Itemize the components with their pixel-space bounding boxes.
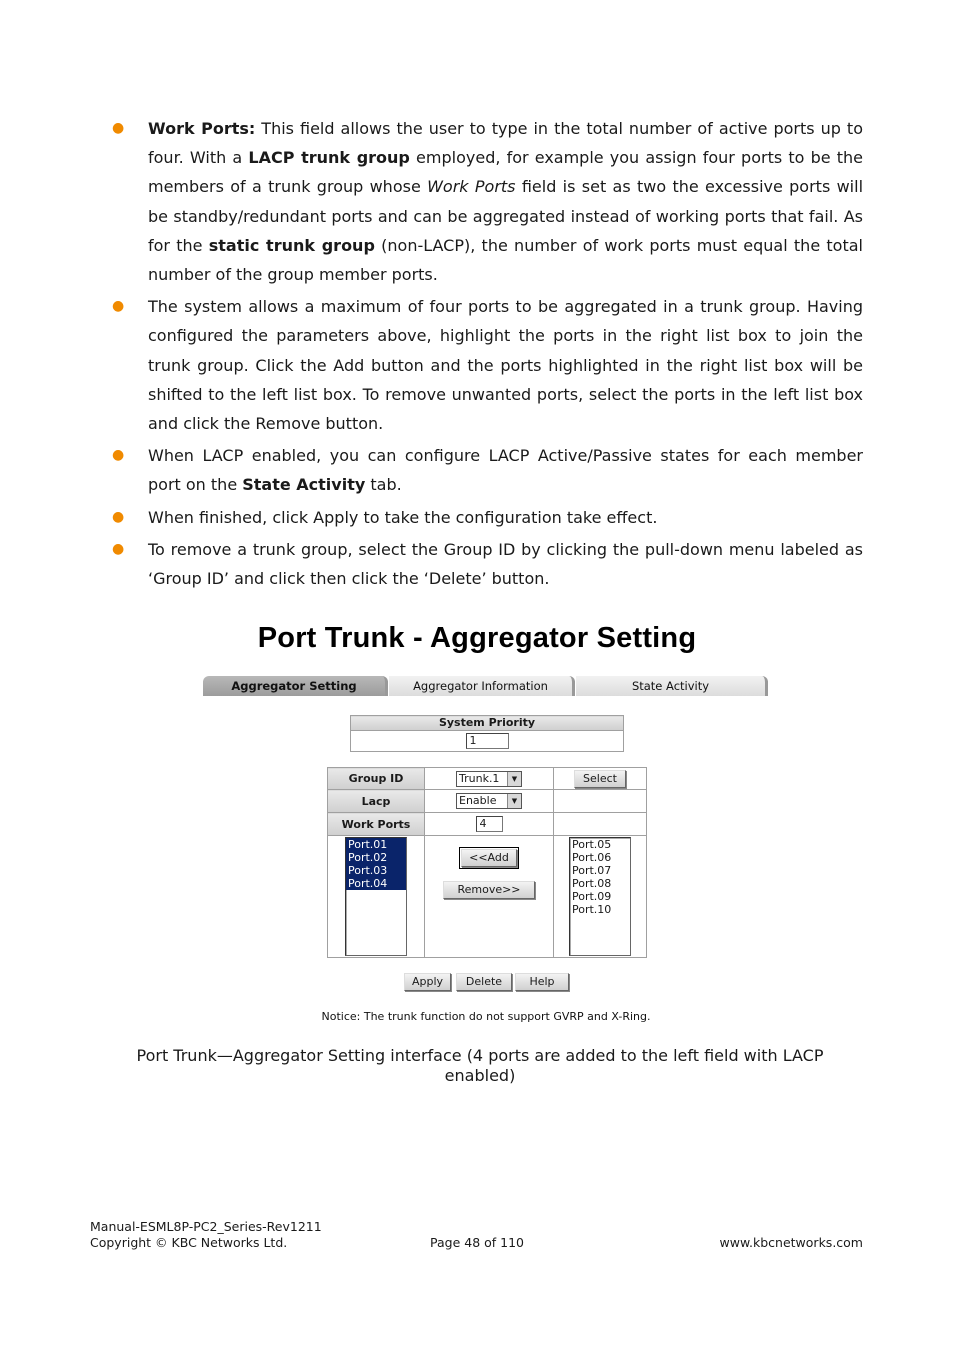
work-ports-label: Work Ports <box>328 813 425 836</box>
group-id-label: Group ID <box>328 768 425 790</box>
tab-aggregator-setting[interactable]: Aggregator Setting <box>203 676 388 696</box>
bullet-text: tab. <box>365 475 402 495</box>
help-button[interactable]: Help <box>515 973 569 991</box>
tab-state-activity[interactable]: State Activity <box>576 676 768 696</box>
member-port-option[interactable]: Port.04 <box>346 877 406 890</box>
bullet-text: employed, for example you assign four ports to be the members of a trunk group whose <box>148 148 864 197</box>
notice-text: Notice: The trunk function do not support GVRP and X-Ring. <box>321 1010 651 1023</box>
member-port-option[interactable]: Port.03 <box>346 864 406 877</box>
figure-caption: Port Trunk—Aggregator Setting interface (4 ports are added to the left field with LACP enabled) <box>136 1046 824 1085</box>
bullet-text: When finished, click Apply to take the configuration take effect. <box>148 507 658 527</box>
bullet-icon: ● <box>112 447 125 464</box>
bullet-text: This field allows the user to type in the total number of active ports up to four. With a <box>148 119 863 168</box>
bullet-icon: ● <box>112 120 125 136</box>
page-number: Page 48 of 110 <box>430 1234 524 1250</box>
bullet-text: (non-LACP), the number of work ports must equal the total number of the group member ports. <box>148 235 863 285</box>
available-ports-listbox[interactable] <box>569 837 631 956</box>
bullet-item <box>110 114 863 289</box>
bullet-list <box>110 114 863 596</box>
bullet-text: LACP trunk group <box>248 148 410 168</box>
available-port-option[interactable]: Port.06 <box>572 851 612 864</box>
system-priority-label: System Priority <box>351 716 624 731</box>
bullet-text: static trunk group <box>208 235 375 255</box>
available-port-option[interactable]: Port.10 <box>572 903 612 916</box>
available-port-option[interactable]: Port.07 <box>572 864 612 877</box>
tab-aggregator-information[interactable]: Aggregator Information <box>389 676 575 696</box>
system-priority-input[interactable]: 1 <box>466 733 509 749</box>
bullet-icon: ● <box>112 508 125 525</box>
available-port-option[interactable]: Port.05 <box>572 838 612 851</box>
group-id-value: Trunk.1 <box>459 771 500 785</box>
bullet-text: field is set as two the excessive ports will be standby/redundant ports and can be aggregated instead of working ports that fail. As for the <box>148 177 864 255</box>
bullet-icon: ● <box>112 298 125 315</box>
apply-button[interactable]: Apply <box>404 973 451 991</box>
tab-bar <box>203 676 768 697</box>
bullet-text: Work Ports: <box>148 119 256 138</box>
chevron-down-icon: ▼ <box>507 772 521 786</box>
bullet-text: Work Ports <box>427 177 516 197</box>
available-port-option[interactable]: Port.08 <box>572 877 612 890</box>
lacp-value: Enable <box>459 794 497 807</box>
bullet-text: When LACP enabled, you can configure LACP Active/Passive states for each member port on the <box>148 446 863 495</box>
member-port-option[interactable]: Port.01 <box>346 838 406 851</box>
add-button[interactable]: <<Add <box>461 849 517 867</box>
ui-title: Port Trunk - Aggregator Setting <box>257 622 697 654</box>
available-port-option[interactable]: Port.09 <box>572 890 612 903</box>
member-port-option[interactable]: Port.02 <box>346 851 406 864</box>
delete-button[interactable]: Delete <box>456 973 512 991</box>
bullet-text: State Activity <box>242 475 366 495</box>
bullet-text: To remove a trunk group, select the Group ID by clicking the pull-down menu labeled as ‘Group ID’ and click then click the ‘Delete’ button. <box>148 539 863 589</box>
system-priority-table <box>350 715 624 752</box>
bullet-item <box>110 535 863 593</box>
website: www.kbcnetworks.com <box>719 1234 863 1250</box>
group-table <box>327 767 647 958</box>
work-ports-input[interactable]: 4 <box>476 816 503 832</box>
member-ports-listbox[interactable] <box>345 837 407 956</box>
bullet-item <box>110 503 863 532</box>
lacp-label: Lacp <box>328 790 425 813</box>
chevron-down-icon: ▼ <box>507 794 521 808</box>
select-button[interactable]: Select <box>574 770 626 788</box>
bullet-icon: ● <box>112 540 125 557</box>
lacp-select[interactable] <box>456 793 522 809</box>
remove-button[interactable]: Remove>> <box>443 881 535 899</box>
bullet-text: The system allows a maximum of four ports to be aggregated in a trunk group. Having configured the parameters above, highlight the ports in the right list box to join the trunk group. Click the Add button and the ports highlighted in the right list box will be shifted to the left list box. To remove unwanted ports, select the ports in the left list box and click the Remove button. <box>148 297 863 434</box>
bullet-item <box>110 441 863 499</box>
manual-id: Manual-ESML8P-PC2_Series-Rev1211 <box>90 1219 322 1234</box>
copyright: Copyright © KBC Networks Ltd. <box>90 1234 288 1250</box>
bullet-item <box>110 292 863 438</box>
group-id-select[interactable] <box>456 771 522 787</box>
